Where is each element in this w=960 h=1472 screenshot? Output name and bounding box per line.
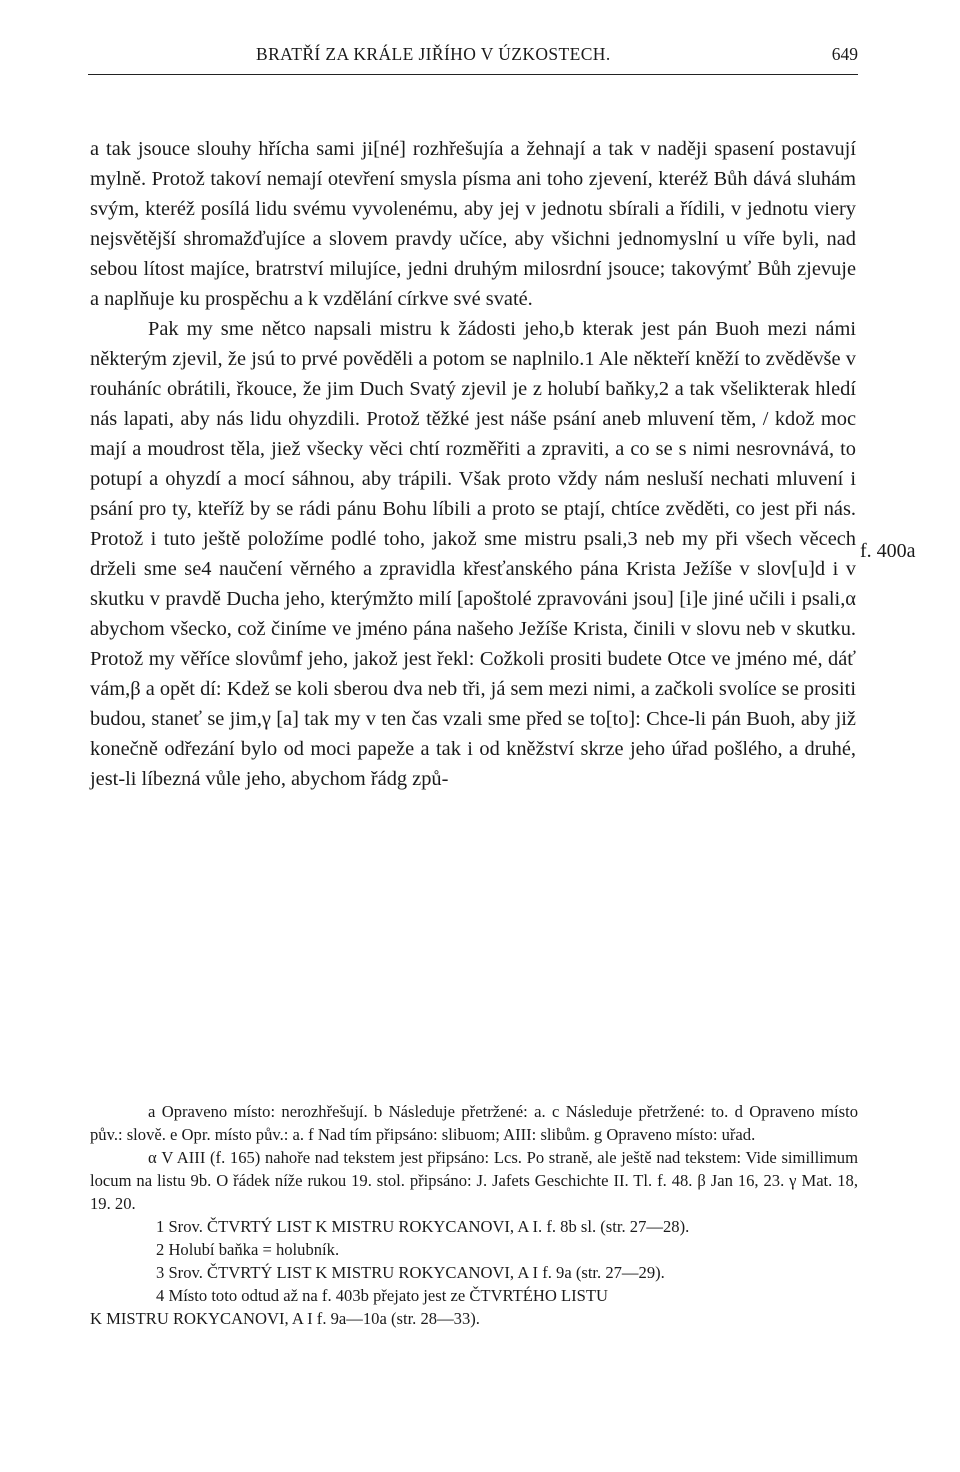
footnote-3: 3 Srov. ČTVRTÝ LIST K MISTRU ROKYCANOVI, A I f. 9a (str. 27—29). <box>156 1263 665 1282</box>
header-rule <box>88 74 858 75</box>
greek-letter-notes: α V AIII (f. 165) nahoře nad tekstem jest připsáno: Lcs. Po straně, ale ještě nad tekstem: Vide simillimum locum na listu 9b. O řádek níže rukou 19. stol. připsáno: J. Jafets Geschichte II. Tl. f. 48. β Jan 16, 23. γ Mat. 18, 19. 20. <box>90 1148 858 1213</box>
footnote-4: 4 Místo toto odtud až na f. 403b přejato jest ze ČTVRTÉHO LISTU <box>156 1286 609 1305</box>
paragraph-2: Pak my sme nětco napsali mistru k žádosti jeho,b kterak jest pán Buoh mezi námi některým zjevil, že jsú to prvé pověděli a potom se naplnilo.1 Ale někteří kněží to zvěděvše v rouháníc obrátili, řkouce, že jim Duch Svatý zjevil je z holubí baňky,2 a tak všelikterak hledí nás lapati, aby nás lidu ohyzdili. Protož těžké jest náše psání aneb mluvení těm, / kdož moc mají a moudrost těla, jiež všecky věci chtí rozměřiti a zpraviti, a co se s nimi nesrovnává, to potupí a ohyzdí a mocí sáhnou, aby trápili. Však proto vždy nám nesluší nechati mluvení i psání pro ty, kteříž by se rádi pánu Bohu líbili a proto se ptají, chtíce zvěděti, co jest při nás. Protož i tuto ještě položíme podlé toho, jakož sme mistru psali,3 neb my při všech věcech drželi sme se4 naučení věrného a zpravidla křesťanského pána Krista Ježíše v slov[u]d i v skutku v pravdě Ducha jeho, kterýmžto milí [apoštolé zpravováni jsou] [i]e jiné učili i psali,α abychom všecko, což činíme ve jméno pána našeho Ježíše Krista, činili v slovu neb v skutku. Protož my věříce slovůmf jeho, jakož jest řekl: Cožkoli prositi budete Otce ve jméno mé, dáť vám,β a opět dí: Kdež se koli sberou dva neb tři, já sem mezi nimi, a začkoli svolíce se prositi budou, staneť se jim,γ [a] tak my v ten čas vzali sme před se to[to]: Chce-li pán Buoh, aby již konečně odřezání bylo od moci papeže a tak i od kněžství skrze jeho úřad pošlého, a druhé, jest-li líbezná vůle jeho, abychom řádg způ- <box>90 318 856 790</box>
footnote-1: 1 Srov. ČTVRTÝ LIST K MISTRU ROKYCANOVI, A I. f. 8b sl. (str. 27—28). <box>156 1217 690 1236</box>
running-title: BRATŘÍ ZA KRÁLE JIŘÍHO V ÚZKOSTECH. <box>256 44 611 64</box>
footnote-4-continuation: K MISTRU ROKYCANOVI, A I f. 9a—10a (str. 28—33). <box>90 1309 480 1328</box>
footnote-2: 2 Holubí baňka = holubník. <box>156 1240 340 1259</box>
page-number: 649 <box>831 44 858 64</box>
folio-margin-note: f. 400a <box>860 540 916 562</box>
page-header <box>88 44 858 74</box>
paragraph-1: a tak jsouce slouhy hřícha sami ji[né] rozhřešujía a žehnají a tak v naději spasení postavují mylně. Protož takoví nemají otevření smysla písma ani toho zjevení, kteréž Bůh dává sluhám svým, kteréž posílá lidu svému vyvolenému, aby jej v jednotu sbírali a řídili, v jednotu viery nejsvětější shromažďujíce a slovem pravdy učíce, aby všichni jednomyslní u víře byli, nad sebou lítost majíce, bratrství milujíce, jedni druhým milosrdní jsouce; takovýmť Bůh zjevuje a naplňuje ku prospěchu a k vzdělání církve své svaté. <box>90 138 856 310</box>
textual-apparatus: a Opraveno místo: nerozhřešují. b Následuje přetržené: a. c Následuje přetržené: to. d Opraveno místo pův.: slově. e Opr. místo pův.: a. f Nad tím připsáno: slibuom; AIII: slibům. g Opraveno místo: uřad. <box>90 1102 858 1144</box>
notes-section <box>90 1100 858 1330</box>
main-text <box>90 134 856 794</box>
